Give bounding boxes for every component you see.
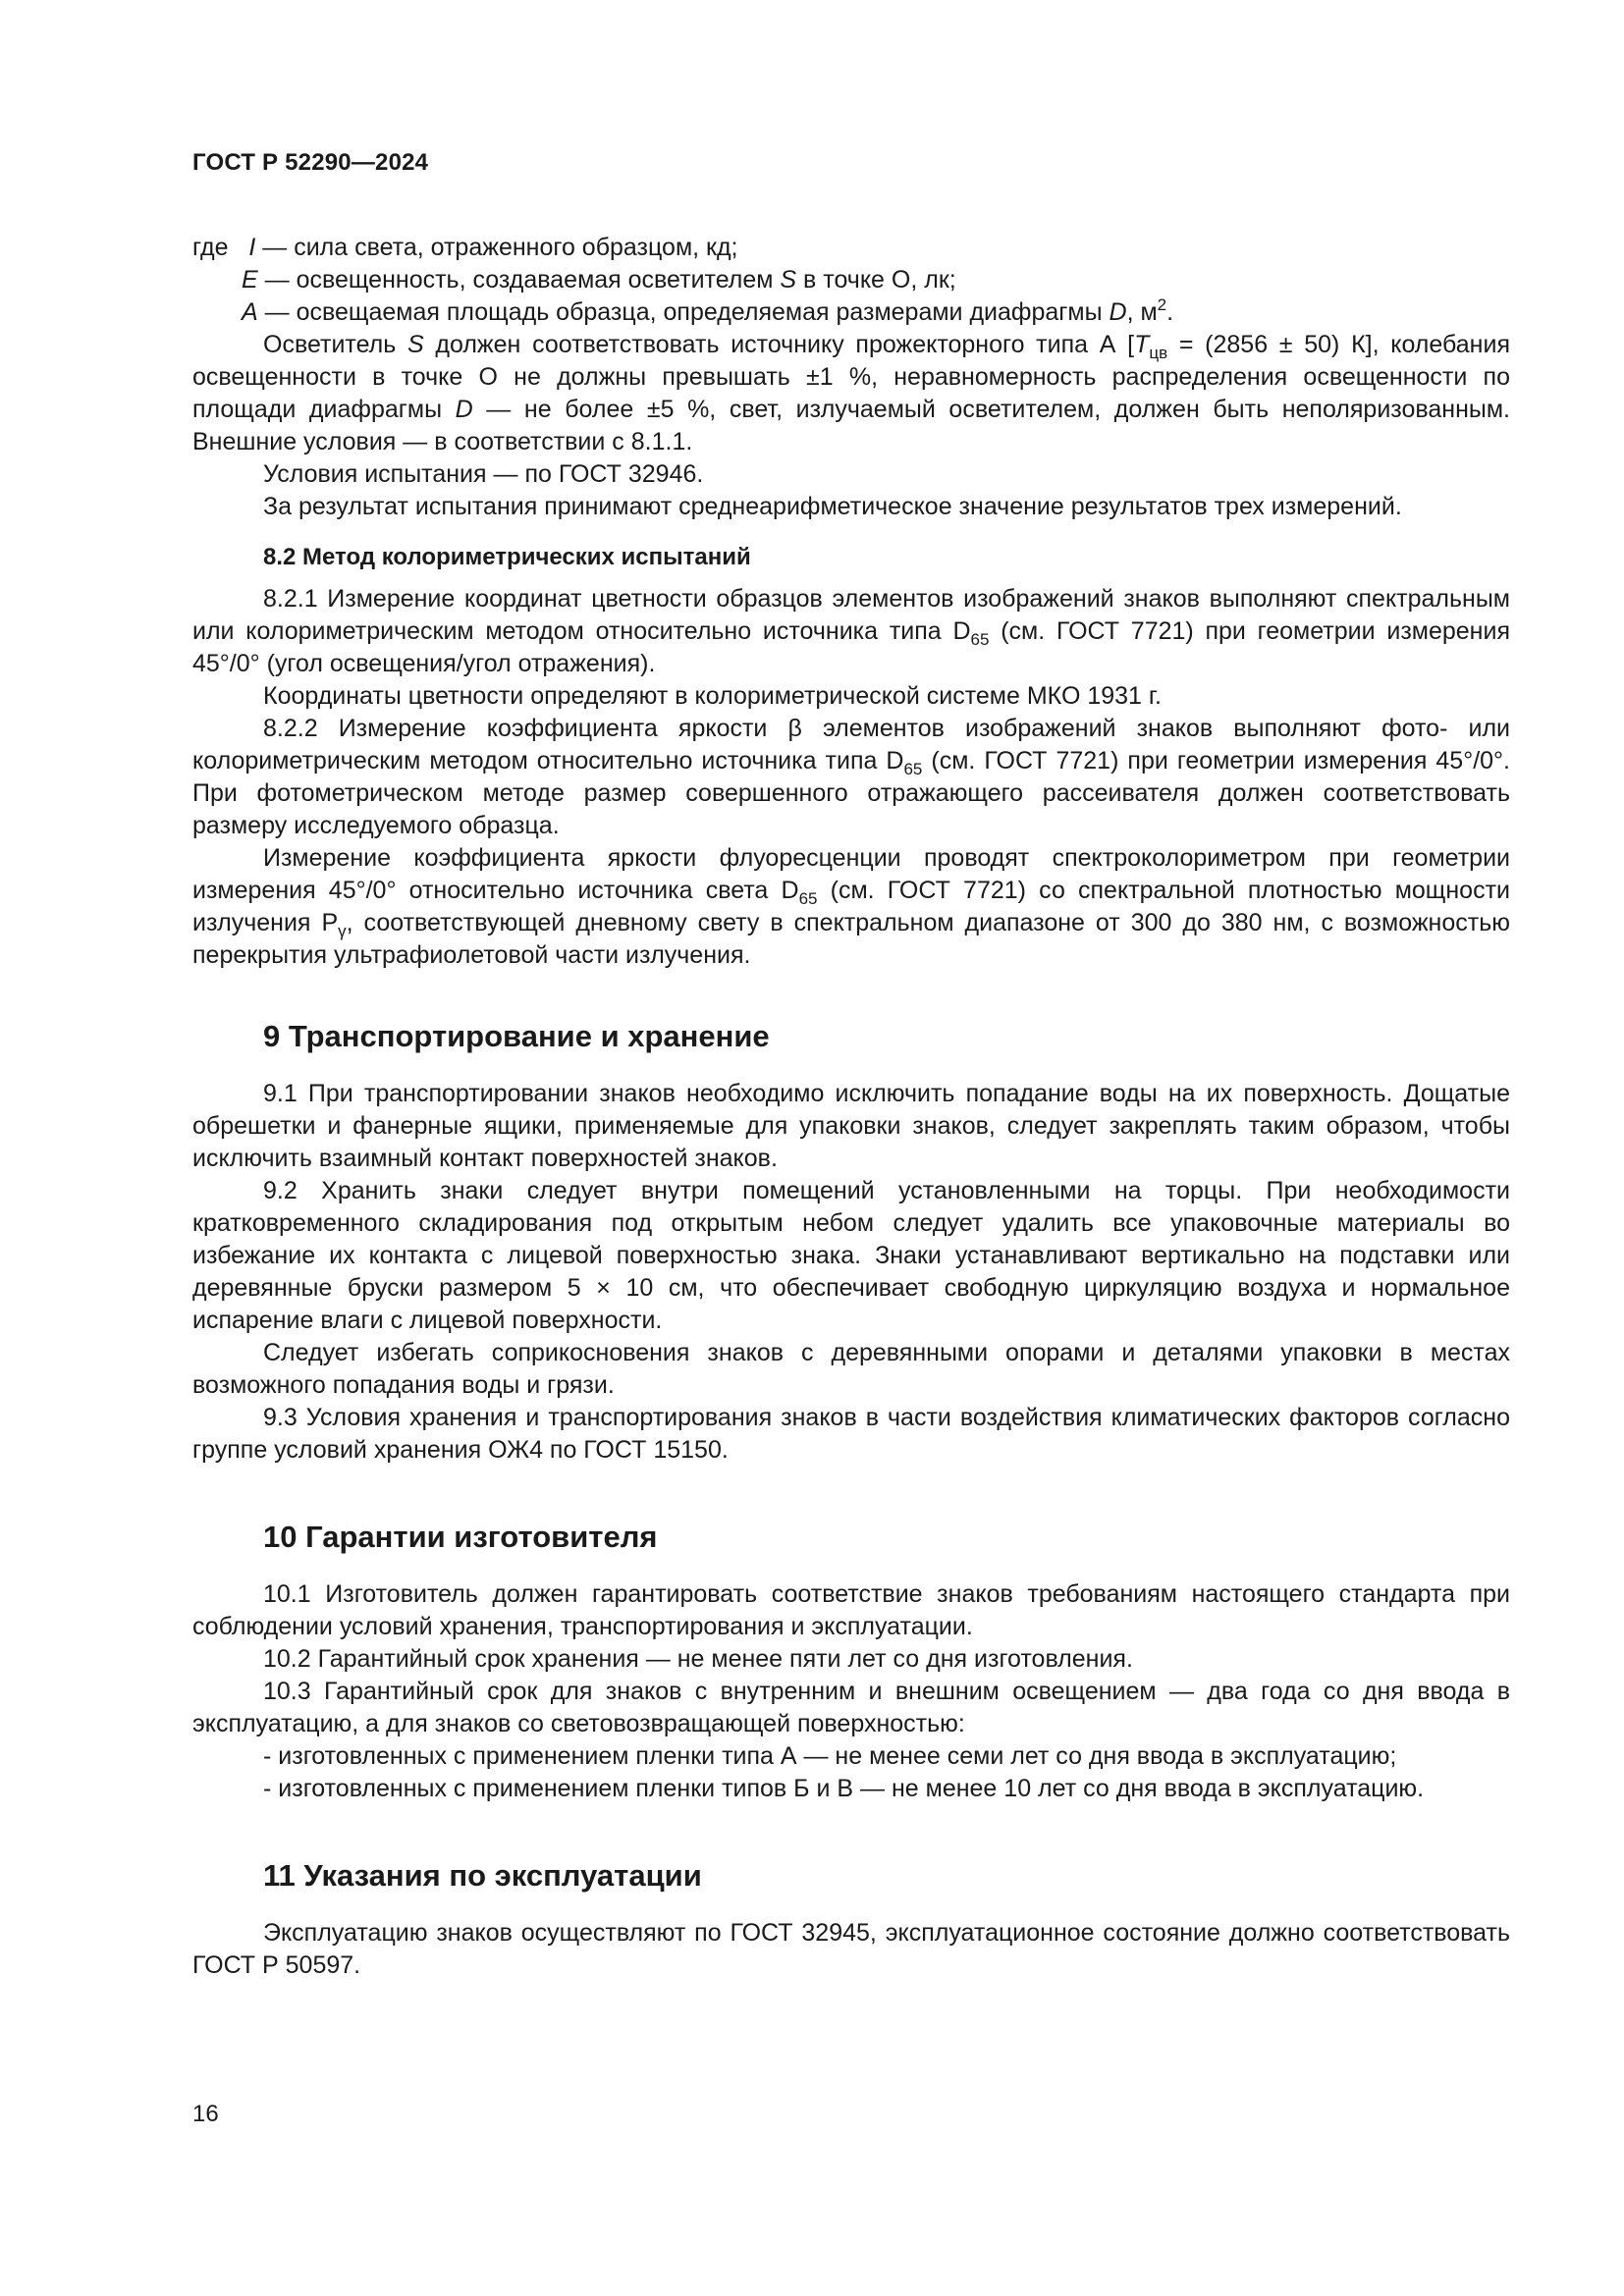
definition-i-text: — сила света, отраженного образцом, кд;	[255, 234, 738, 261]
p821-text-a: 8.2.1 Измерение координат цветности образцов элементов изображений знаков выполняют спектральным или колориметрическим методом относительно источника типа D	[192, 585, 1510, 645]
illum-symbol-t: T	[1134, 331, 1150, 358]
paragraph-8-2-1	[192, 583, 1510, 680]
paragraph-conditions: Условия испытания — по ГОСТ 32946.	[263, 460, 704, 488]
paragraph-fluorescence	[192, 842, 1510, 972]
list-item-film-bv: - изготовленных с применением пленки типов Б и В — не менее 10 лет со дня ввода в эксплуатацию.	[263, 1775, 1425, 1802]
illum-subscript-cv: цв	[1149, 344, 1168, 362]
document-id-header: ГОСТ Р 52290—2024	[192, 149, 429, 176]
paragraph-11: Эксплуатацию знаков осуществляют по ГОСТ 32945, эксплуатационное состояние должно соответствовать ГОСТ Р 50597.	[192, 1919, 1510, 1979]
paragraph-chromaticity: Координаты цветности определяют в колориметрической системе МКО 1931 г.	[263, 682, 1162, 710]
p822-text-b: (см. ГОСТ 7721) при геометрии измерения 45°/0°. При фотометрическом методе размер совершенного отражающего рассеивателя должен соответствовать размеру исследуемого образца.	[192, 747, 1511, 839]
fluor-subscript-gamma: γ	[338, 922, 347, 940]
p822-text-a: 8.2.2 Измерение коэффициента яркости β элементов изображений знаков выполняют фото- или колориметрическим методом относительно источника типа D	[192, 715, 1510, 774]
paragraph-9-1: 9.1 При транспортировании знаков необходимо исключить попадание воды на их поверхность. Дощатые обрешетки и фанерные ящики, применяемые для упаковки знаков, следует закреплять таким образом, чтобы исключить взаимный контакт поверхностей знаков.	[192, 1080, 1510, 1172]
definition-a-text-3: .	[1166, 298, 1174, 326]
definition-i	[192, 232, 1510, 264]
document-body	[192, 232, 1510, 1982]
fluor-text-c: , соответствующей дневному свету в спектральном диапазоне от 300 до 380 нм, с возможностью перекрытия ультрафиолетовой части излучения.	[192, 909, 1510, 969]
definition-a	[192, 296, 1510, 329]
paragraph-9-2-contact: Следует избегать соприкосновения знаков с деревянными опорами и деталями упаковки в местах возможного попадания воды и грязи.	[192, 1339, 1510, 1399]
definition-a-text-2: , м	[1126, 298, 1158, 326]
paragraph-9-2: 9.2 Хранить знаки следует внутри помещений установленными на торцы. При необходимости кратковременного складирования под открытым небом следует удалить все упаковочные материалы во избежание их контакта с лицевой поверхностью знака. Знаки устанавливают вертикально на подставки или деревянные бруски размером 5 × 10 см, что обеспечивает свободную циркуляцию воздуха и нормальное испарение влаги с лицевой поверхности.	[192, 1177, 1510, 1334]
illum-symbol-s: S	[407, 331, 424, 358]
illum-symbol-d: D	[455, 396, 473, 423]
illum-text-2: должен соответствовать источнику прожекторного типа А [	[423, 331, 1135, 358]
paragraph-result: За результат испытания принимают среднеарифметическое значение результатов трех измерений.	[263, 493, 1402, 520]
page-number: 16	[192, 2101, 219, 2127]
paragraph-9-3: 9.3 Условия хранения и транспортирования знаков в части воздействия климатических факторов согласно группе условий хранения ОЖ4 по ГОСТ 15150.	[192, 1404, 1510, 1464]
fluor-subscript-65: 65	[798, 889, 818, 908]
symbol-a: A	[242, 298, 258, 326]
symbol-s: S	[780, 266, 797, 294]
illum-text-4: — не более ±5 %, свет, излучаемый осветителем, должен быть неполяризованным. Внешние условия — в соответствии с 8.1.1.	[192, 396, 1510, 455]
definition-e-text-2: в точке О, лк;	[796, 266, 956, 294]
paragraph-illuminator	[192, 329, 1510, 458]
paragraph-8-2-2	[192, 713, 1510, 842]
symbol-d: D	[1109, 298, 1127, 326]
section-title-11: 11 Указания по эксплуатации	[263, 1858, 702, 1893]
section-title-10: 10 Гарантии изготовителя	[263, 1520, 658, 1554]
p822-subscript: 65	[903, 760, 923, 778]
definition-e-text-1: — освещенность, создаваемая осветителем	[257, 266, 781, 294]
symbol-e: E	[242, 266, 258, 294]
fluor-text-b: (см. ГОСТ 7721) со спектральной плотностью мощности излучения P	[192, 877, 1510, 936]
symbol-i: I	[248, 234, 256, 261]
section-title-9: 9 Транспортирование и хранение	[263, 1019, 770, 1053]
definition-intro: где	[192, 234, 229, 261]
paragraph-10-3: 10.3 Гарантийный срок для знаков с внутренним и внешним освещением — два года со дня ввода в эксплуатацию, а для знаков со световозвращающей поверхностью:	[192, 1678, 1510, 1737]
subsection-title-8-2: 8.2 Метод колориметрических испытаний	[263, 544, 751, 570]
paragraph-10-2: 10.2 Гарантийный срок хранения — не менее пяти лет со дня изготовления.	[263, 1645, 1133, 1673]
definition-e	[192, 264, 1510, 296]
p821-text-b: (см. ГОСТ 7721) при геометрии измерения 45°/0° (угол освещения/угол отражения).	[192, 617, 1510, 677]
fluor-text-a: Измерение коэффициента яркости флуоресценции проводят спектроколориметром при геометрии измерения 45°/0° относительно источника света D	[192, 844, 1510, 904]
superscript-2: 2	[1157, 295, 1167, 314]
p821-subscript: 65	[970, 630, 990, 649]
illum-text-3: = (2856 ± 50) К], колебания освещенности в точке О не должны превышать ±1 %, неравномерность распределения освещенности по площади диафрагмы	[192, 331, 1510, 423]
list-item-film-a: - изготовленных с применением пленки типа А — не менее семи лет со дня ввода в эксплуатацию;	[263, 1742, 1397, 1770]
illum-text-1: Осветитель	[263, 331, 407, 358]
paragraph-10-1: 10.1 Изготовитель должен гарантировать соответствие знаков требованиям настоящего стандарта при соблюдении условий хранения, транспортирования и эксплуатации.	[192, 1580, 1510, 1640]
definition-a-text-1: — освещаемая площадь образца, определяемая размерами диафрагмы	[257, 298, 1110, 326]
